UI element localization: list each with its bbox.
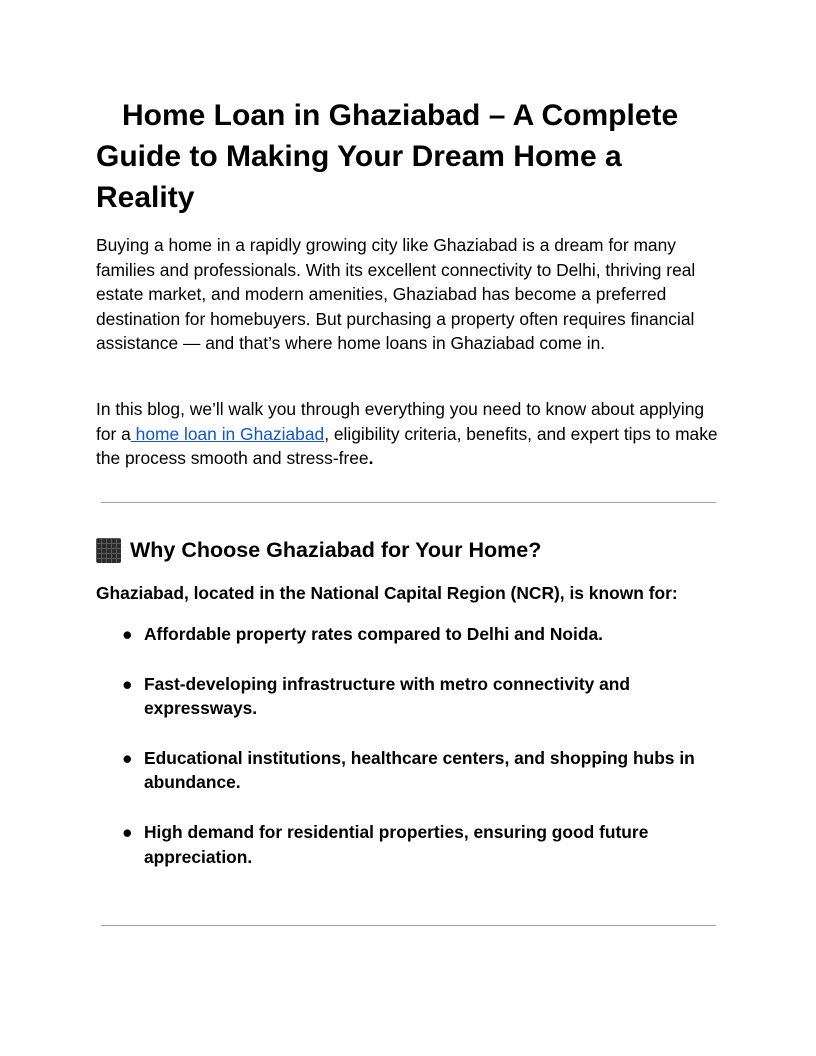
blog-paragraph-end-period: . xyxy=(368,448,374,469)
bullet-icon: ● xyxy=(122,624,133,644)
list-item xyxy=(96,746,722,795)
intro-paragraph: Buying a home in a rapidly growing city like Ghaziabad is a dream for many families and professionals. With its excellent connectivity to Delhi, thriving real estate market, and modern amenities, Ghaziabad has become a preferred destination for homebuyers. But purchasing a property often requires financial assistance — and that’s where home loans in Ghaziabad come in. xyxy=(96,235,696,354)
blog-paragraph-text-after-link: , eligibility criteria, benefits, and expert tips to make the process smooth and stress-free xyxy=(96,423,718,469)
list-item xyxy=(96,820,722,869)
list-item-text: Educational institutions, healthcare centers, and shopping hubs in abundance. xyxy=(144,747,695,793)
section-divider xyxy=(101,502,716,503)
list-item-text: Fast-developing infrastructure with metro connectivity and expressways. xyxy=(144,673,631,719)
bullet-icon: ● xyxy=(122,673,133,694)
section-divider xyxy=(101,925,716,926)
article-title: Home Loan in Ghaziabad – A Complete Guide to Making Your Dream Home a Reality xyxy=(96,99,679,214)
why-choose-intro: Ghaziabad, located in the National Capital Region (NCR), is known for: xyxy=(96,583,678,603)
blog-paragraph-text-before-link: In this blog, we’ll walk you through everything you need to know about applying for a xyxy=(96,399,705,444)
why-choose-heading-text: Why Choose Ghaziabad for Your Home? xyxy=(130,538,542,562)
bullet-icon: ● xyxy=(122,821,133,842)
blog-paragraph xyxy=(96,397,722,471)
bullet-icon: ● xyxy=(122,747,133,768)
list-item xyxy=(96,622,722,647)
home-loan-ghaziabad-link[interactable]: home loan in Ghaziabad xyxy=(130,423,325,444)
list-item-text: Affordable property rates compared to Delhi and Noida. xyxy=(144,624,603,644)
why-choose-heading xyxy=(96,536,541,564)
list-item xyxy=(96,672,722,721)
black-large-square-icon xyxy=(96,538,121,563)
why-choose-list xyxy=(96,622,722,894)
list-item-text: High demand for residential properties, ensuring good future appreciation. xyxy=(144,821,649,867)
